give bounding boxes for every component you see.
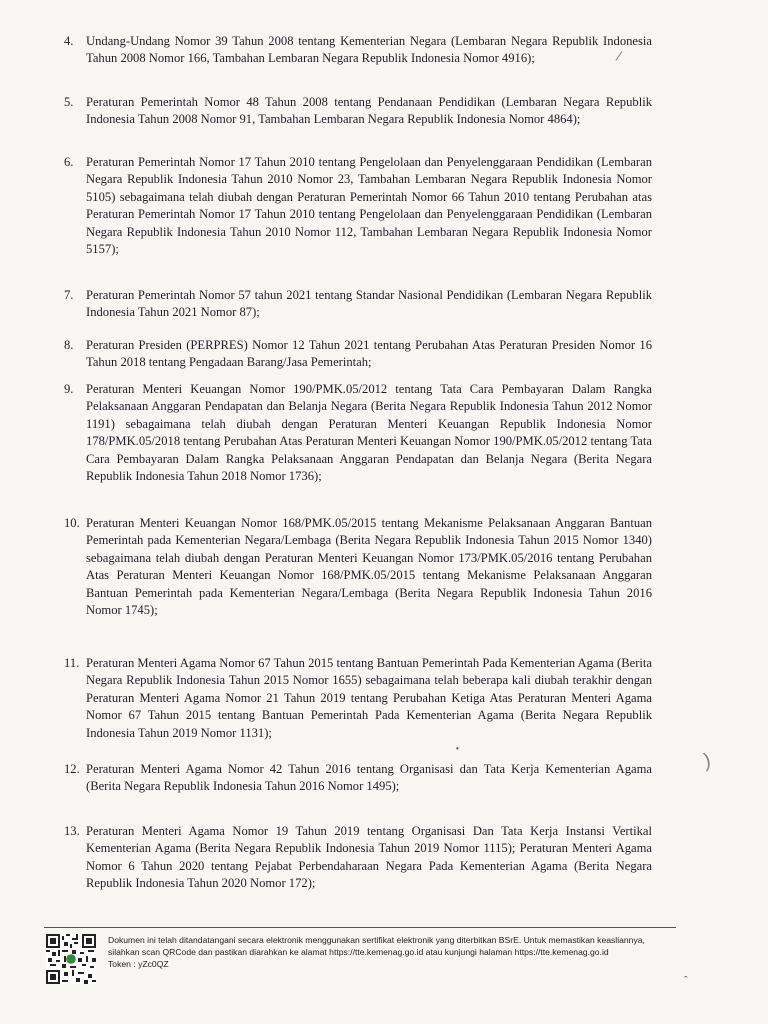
item-number: 5.: [64, 95, 74, 109]
list-item: [64, 823, 652, 893]
e-signature-notice: [108, 934, 678, 970]
item-number: 7.: [64, 288, 74, 302]
item-text: Peraturan Presiden (PERPRES) Nomor 12 Tahun 2021 tentang Perubahan Atas Peraturan Presiden Nomor 16 Tahun 2018 tentang Pengadaan Barang/Jasa Pemerintah;: [86, 338, 652, 370]
token-label: Token : yZc0QZ: [108, 959, 169, 969]
qr-code-icon: [46, 934, 96, 984]
item-number: 8.: [64, 338, 74, 352]
page-mark: ˆ: [684, 975, 688, 987]
item-text: Peraturan Pemerintah Nomor 17 Tahun 2010 tentang Pengelolaan dan Penyelenggaraan Pendidikan (Lembaran Negara Republik Indonesia Tahun 2010 Nomor 23, Tambahan Lembaran Negara Republik Indonesia Nomor 5105) sebagaimana telah diubah dengan Peraturan Pemerintah Nomor 66 Tahun 2010 tentang Perubahan atas Peraturan Pemerintah Nomor 17 Tahun 2010 tentang Pengelolaan dan Penyelenggaraan Pendidikan (Lembaran Negara Republik Indonesia Tahun 2010 Nomor 112, Tambahan Lembaran Negara Republik Indonesia Nomor 5157);: [86, 155, 652, 257]
item-text: Undang-Undang Nomor 39 Tahun 2008 tentang Kementerian Negara (Lembaran Negara Republik Indonesia Tahun 2008 Nomor 166, Tambahan Lembaran Negara Republik Indonesia Nomor 4916);: [86, 34, 652, 66]
item-text: Peraturan Menteri Agama Nomor 42 Tahun 2016 tentang Organisasi dan Tata Kerja Kementerian Agama (Berita Negara Republik Indonesia Tahun 2016 Nomor 1495);: [86, 762, 652, 794]
item-number: 11.: [64, 656, 80, 670]
list-item: [64, 287, 652, 322]
item-number: 13.: [64, 824, 80, 838]
item-text: Peraturan Pemerintah Nomor 48 Tahun 2008 tentang Pendanaan Pendidikan (Lembaran Negara Republik Indonesia Tahun 2008 Nomor 91, Tambahan Lembaran Negara Republik Indonesia Nomor 4864);: [86, 95, 652, 127]
list-item: [64, 381, 652, 485]
item-text: Peraturan Pemerintah Nomor 57 tahun 2021 tentang Standar Nasional Pendidikan (Lembaran Negara Republik Indonesia Tahun 2021 Nomor 87);: [86, 288, 652, 320]
item-number: 6.: [64, 155, 74, 169]
list-item: [64, 33, 652, 68]
list-item: [64, 337, 652, 372]
item-number: 9.: [64, 382, 74, 396]
item-number: 12.: [64, 762, 80, 776]
item-text: Peraturan Menteri Keuangan Nomor 168/PMK.05/2015 tentang Mekanisme Pelaksanaan Anggaran Bantuan Pemerintah pada Kementerian Negara/Lembaga (Berita Negara Republik Indonesia Tahun 2015 Nomor 1340) sebagaimana telah diubah dengan Peraturan Menteri Keuangan Nomor 173/PMK.05/2016 tentang Perubahan Atas Peraturan Menteri Keuangan Nomor 168/PMK.05/2015 tentang Mekanisme Pelaksanaan Anggaran Bantuan Pemerintah pada Kementerian Negara/Lembaga (Berita Negara Republik Indonesia Tahun 2016 Nomor 1745);: [86, 516, 652, 618]
list-item: [64, 655, 652, 742]
item-number: 4.: [64, 34, 74, 48]
item-number: 10.: [64, 516, 80, 530]
pen-mark: ): [702, 749, 713, 773]
item-text: Peraturan Menteri Agama Nomor 19 Tahun 2019 tentang Organisasi Dan Tata Kerja Instansi Vertikal Kementerian Agama (Berita Negara Republik Indonesia Tahun 2019 Nomor 1115); Peraturan Menteri Agama Nomor 6 Tahun 2020 tentang Pejabat Perbendaharaan Negara Pada Kementerian Agama (Berita Negara Republik Indonesia Tahun 2020 Nomor 172);: [86, 824, 652, 891]
list-item: [64, 761, 652, 796]
pen-mark: /: [614, 47, 624, 65]
footer-divider: [44, 927, 676, 928]
item-text: Peraturan Menteri Keuangan Nomor 190/PMK.05/2012 tentang Tata Cara Pembayaran Dalam Rangka Pelaksanaan Anggaran Pendapatan dan Belanja Negara (Berita Negara Republik Indonesia Tahun 2012 Nomor 1191) sebagaimana telah diubah dengan Peraturan Menteri Keuangan Republik Indonesia Nomor 178/PMK.05/2018 tentang Perubahan Atas Peraturan Menteri Keuangan Nomor 190/PMK.05/2012 tentang Tata Cara Pembayaran Dalam Rangka Pelaksanaan Anggaran Pendapatan dan Belanja Negara (Berita Negara Republik Indonesia Tahun 2018 Nomor 1736);: [86, 382, 652, 484]
verification-notice: Dokumen ini telah ditandatangani secara elektronik menggunakan sertifikat elektronik yang diterbitkan BSrE. Untuk memastikan keasliannya, silahkan scan QRCode dan pastikan diarahkan ke alamat https://tte.kemenag.go.id atau kunjungi halaman https://tte.kemenag.go.id: [108, 935, 645, 957]
list-item: [64, 94, 652, 129]
list-item: [64, 154, 652, 258]
ink-dot: •: [456, 744, 459, 753]
item-text: Peraturan Menteri Agama Nomor 67 Tahun 2015 tentang Bantuan Pemerintah Pada Kementerian Agama (Berita Negara Republik Indonesia Tahun 2015 Nomor 1655) sebagaimana telah beberapa kali diubah terakhir dengan Peraturan Menteri Agama Nomor 21 Tahun 2019 tentang Perubahan Ketiga Atas Peraturan Menteri Agama Nomor 67 Tahun 2015 tentang Bantuan Pemerintah Pada Kementerian Agama (Berita Negara Republik Indonesia Tahun 2019 Nomor 1131);: [86, 656, 652, 740]
list-item: [64, 515, 652, 619]
